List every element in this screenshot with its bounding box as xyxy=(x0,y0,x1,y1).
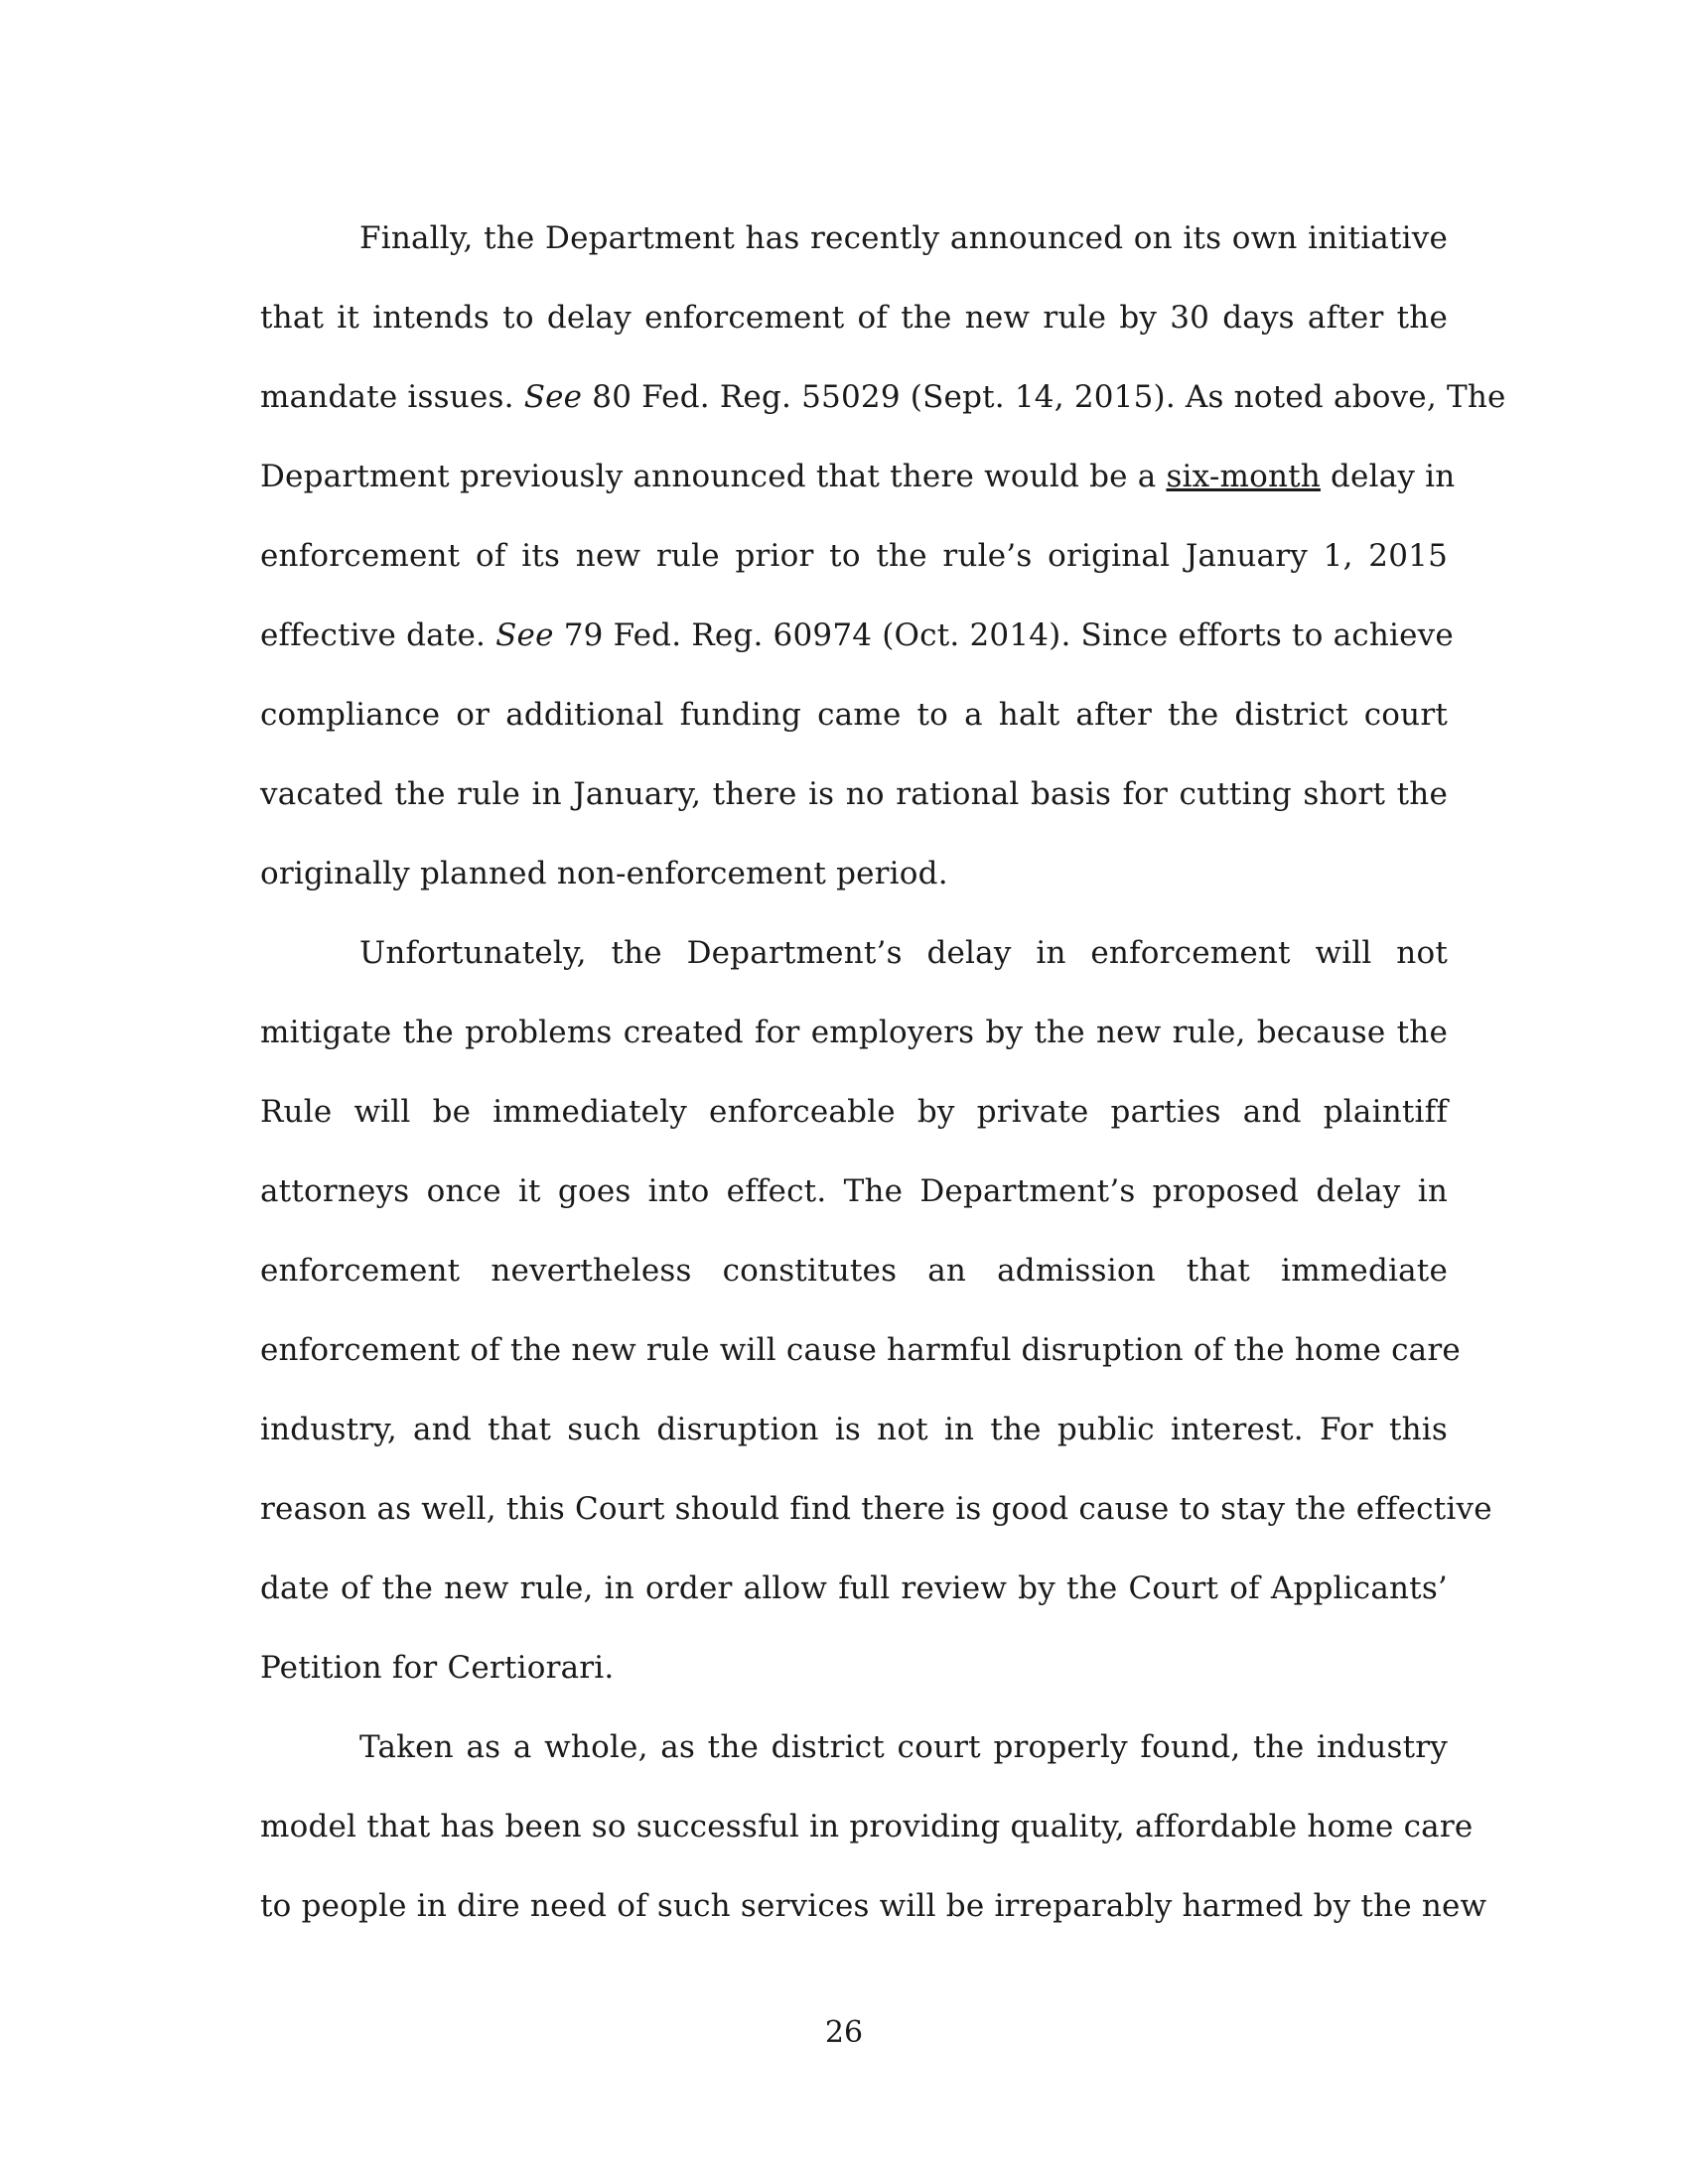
text-segment: Taken as a whole, as the district court properly found, the industry xyxy=(359,1729,1448,1765)
text-segment: vacated the rule in January, there is no rational basis for cutting short the xyxy=(260,776,1448,812)
text-segment: that it intends to delay enforcement of the new rule by 30 days after the xyxy=(260,300,1448,336)
text-line xyxy=(260,437,1456,516)
text-line xyxy=(260,1072,1448,1152)
text-segment: 80 Fed. Reg. 55029 (Sept. 14, 2015). As noted above, The xyxy=(582,379,1506,415)
text-line xyxy=(260,1231,1448,1310)
text-line xyxy=(260,1390,1448,1469)
text-segment: Rule will be immediately enforceable by private parties and plaintiff xyxy=(260,1094,1448,1130)
text-line xyxy=(260,1787,1474,1866)
text-line xyxy=(260,913,1448,993)
text-segment: Department previously announced that there would be a xyxy=(260,459,1167,494)
paragraph xyxy=(260,199,1506,913)
text-segment: Unfortunately, the Department’s delay in enforcement will not xyxy=(359,935,1448,971)
paragraph xyxy=(260,1707,1487,1946)
text-segment: model that has been so successful in providing quality, affordable home care xyxy=(260,1809,1474,1844)
text-line xyxy=(260,993,1448,1072)
page-number: 26 xyxy=(824,2015,864,2050)
text-line xyxy=(260,754,1448,834)
text-segment: mitigate the problems created for employers by the new rule, because the xyxy=(260,1015,1448,1050)
text-segment: effective date. xyxy=(260,617,496,653)
text-segment: reason as well, this Court should find there is good cause to stay the effective xyxy=(260,1491,1492,1527)
citation-signal: See xyxy=(523,379,583,415)
text-line xyxy=(260,516,1448,596)
text-line xyxy=(260,1549,1448,1628)
text-segment: industry, and that such disruption is not in the public interest. For this xyxy=(260,1412,1448,1447)
text-line xyxy=(260,1469,1492,1549)
text-segment: enforcement of its new rule prior to the rule’s original January 1, 2015 xyxy=(260,538,1448,574)
text-line xyxy=(260,1866,1487,1946)
text-segment: enforcement of the new rule will cause harmful disruption of the home care xyxy=(260,1332,1461,1368)
text-line xyxy=(260,1707,1448,1787)
paragraph xyxy=(260,913,1492,1707)
text-segment: Finally, the Department has recently announced on its own initiative xyxy=(359,220,1448,256)
text-line xyxy=(260,357,1506,437)
body-text xyxy=(260,199,1506,1946)
text-line xyxy=(260,1152,1448,1231)
text-line xyxy=(260,596,1454,675)
text-line xyxy=(260,278,1448,357)
text-segment: compliance or additional funding came to a halt after the district court xyxy=(260,697,1448,733)
text-line xyxy=(260,199,1448,278)
text-line xyxy=(260,1310,1461,1390)
text-segment: delay in xyxy=(1320,459,1456,494)
text-line xyxy=(260,675,1448,754)
text-segment: originally planned non-enforcement period. xyxy=(260,856,948,891)
text-line xyxy=(260,834,1448,913)
underlined-text: six-month xyxy=(1166,459,1321,494)
text-segment: 79 Fed. Reg. 60974 (Oct. 2014). Since efforts to achieve xyxy=(553,617,1454,653)
text-segment: Petition for Certiorari. xyxy=(260,1650,615,1686)
text-segment: date of the new rule, in order allow full review by the Court of Applicants’ xyxy=(260,1570,1448,1606)
text-segment: enforcement nevertheless constitutes an admission that immediate xyxy=(260,1253,1448,1289)
text-segment: mandate issues. xyxy=(260,379,524,415)
text-segment: attorneys once it goes into effect. The Department’s proposed delay in xyxy=(260,1173,1448,1209)
citation-signal: See xyxy=(495,617,554,653)
text-line xyxy=(260,1628,1448,1707)
text-segment: to people in dire need of such services will be irreparably harmed by the new xyxy=(260,1888,1487,1924)
